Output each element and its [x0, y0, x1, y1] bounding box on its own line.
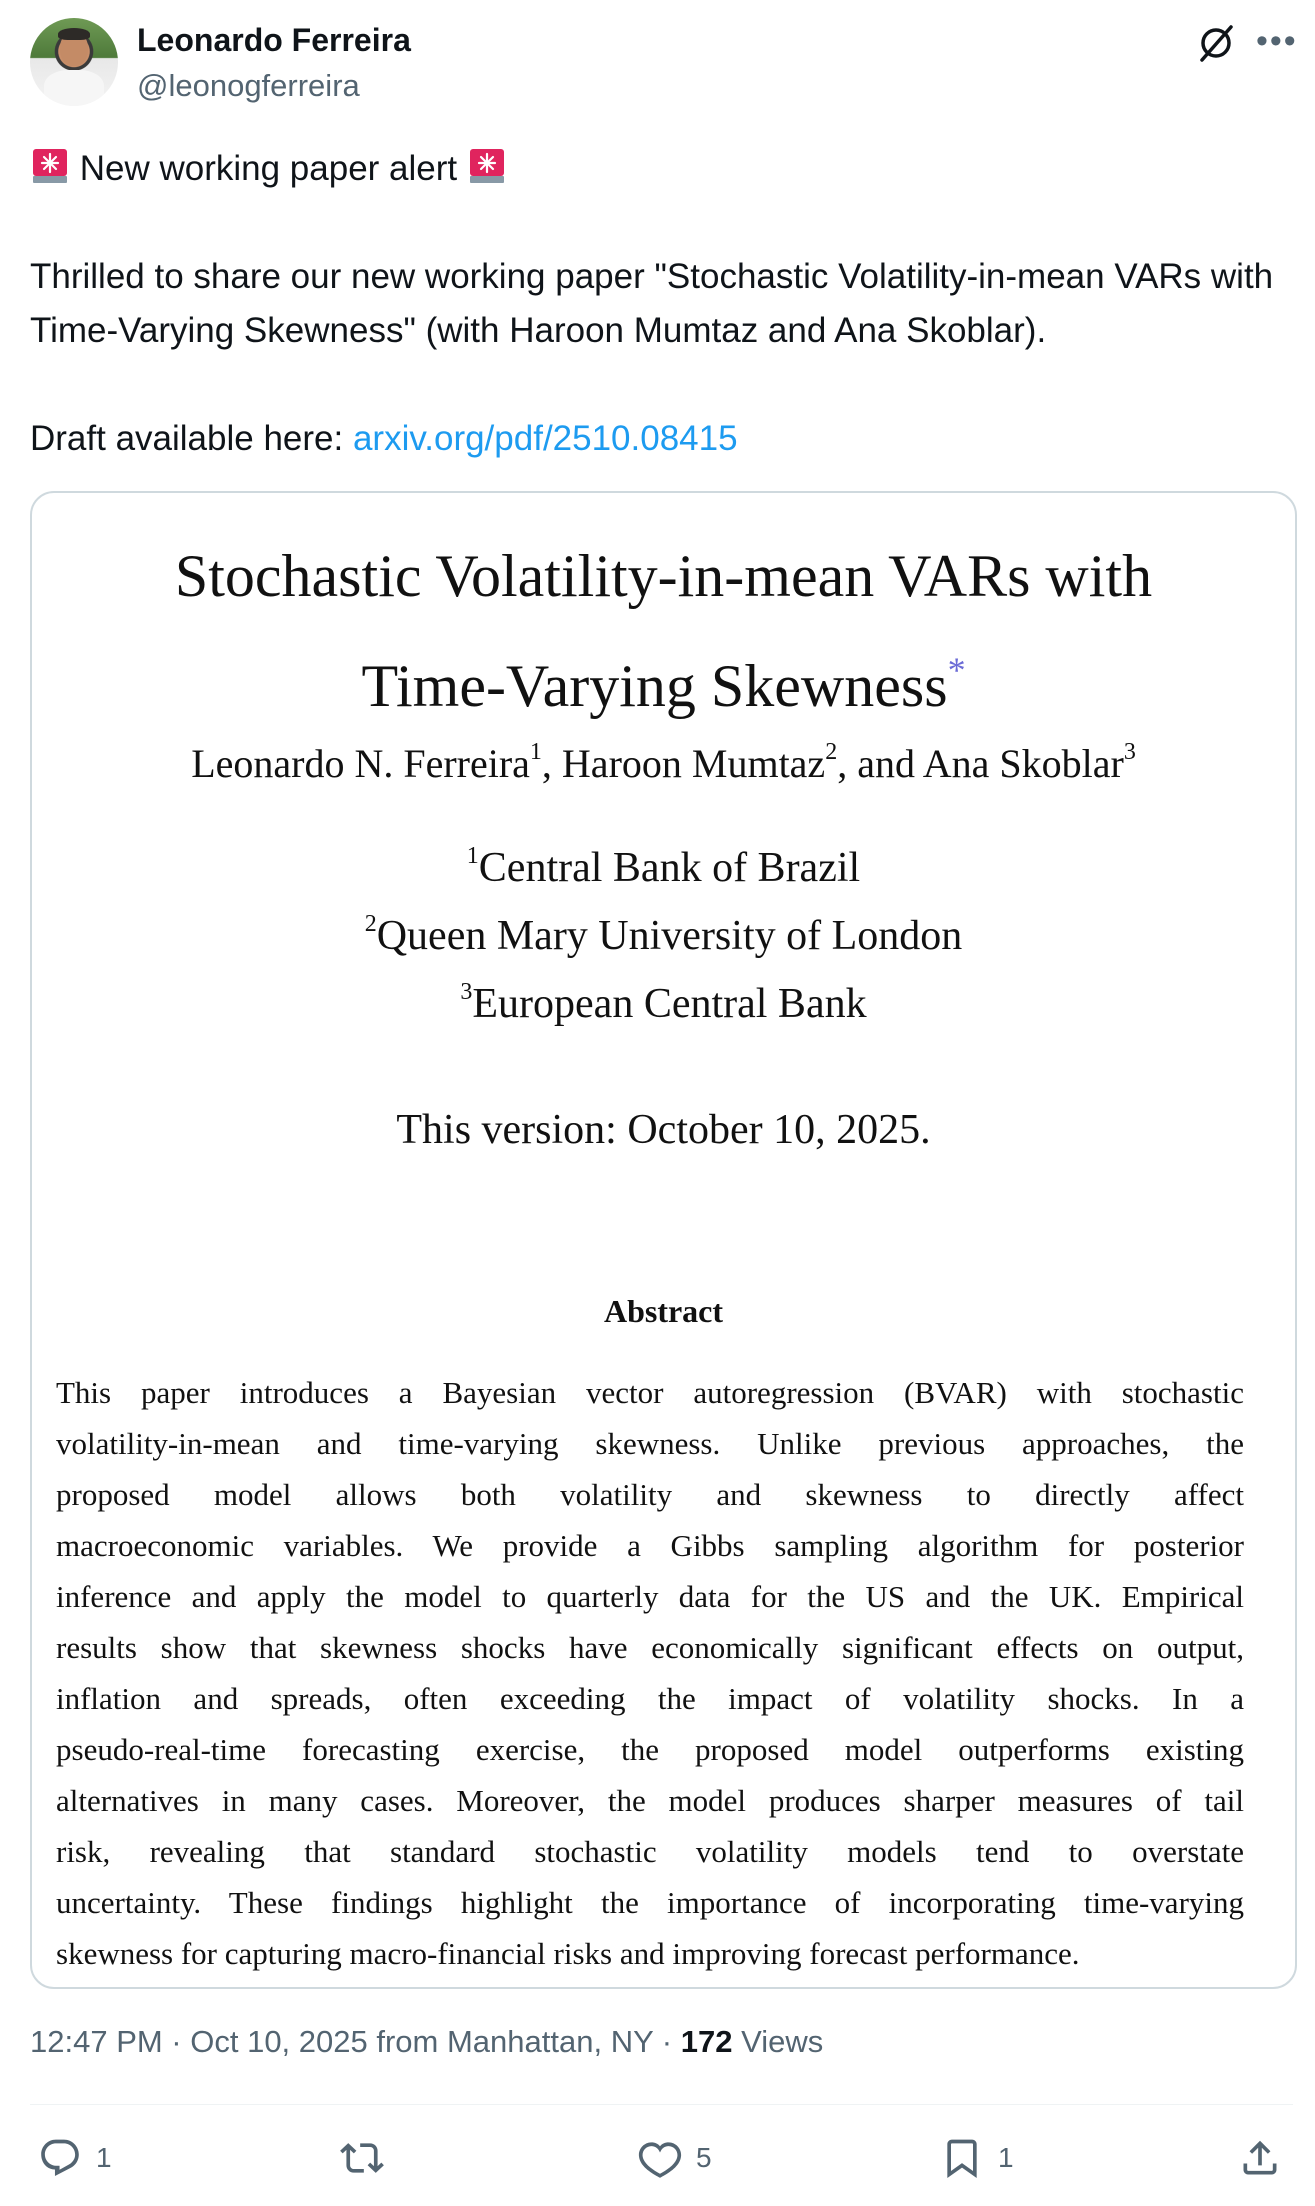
abstract-line: volatility-in-mean and time-varying skewness. Unlike previous approaches, the: [56, 1426, 1244, 1461]
abstract-text: [56, 1367, 1244, 1979]
heart-icon: [638, 2136, 682, 2180]
bookmark-count: 1: [998, 2142, 1014, 2173]
share-icon: [1238, 2136, 1282, 2180]
tweet-body: Thrilled to share our new working paper "Stochastic Volatility-in-mean VARs with Time-Varying Skewness" (with Haroon Mumtaz and Ana Skoblar).: [30, 257, 1274, 350]
abstract-line: macroeconomic variables. We provide a Gibbs sampling algorithm for posterior: [56, 1528, 1244, 1563]
alert-text: New working paper alert: [79, 149, 458, 188]
retweet-icon: [340, 2136, 384, 2180]
divider: [30, 2104, 1293, 2105]
police-light-icon: [30, 146, 70, 186]
bookmark-icon: [940, 2136, 984, 2180]
abstract-line: proposed model allows both volatility and skewness to directly affect: [56, 1477, 1244, 1512]
like-button[interactable]: [638, 2130, 712, 2186]
reply-count: 1: [96, 2142, 112, 2173]
views-count: 172: [680, 2024, 733, 2059]
abstract-line: inflation and spreads, often exceeding the impact of volatility shocks. In a: [56, 1681, 1244, 1716]
abstract-line: risk, revealing that standard stochastic volatility models tend to overstate: [56, 1834, 1244, 1869]
author-handle[interactable]: @leonogferreira: [137, 68, 360, 103]
avatar[interactable]: [30, 18, 118, 106]
title-footnote-mark: *: [947, 650, 966, 690]
grok-icon[interactable]: [1195, 22, 1237, 64]
affiliation-2: $^2$Queen Mary University of London: [364, 911, 963, 959]
retweet-button[interactable]: [340, 2130, 398, 2186]
tweet-line-alert: [30, 142, 507, 196]
reply-button[interactable]: [38, 2130, 112, 2186]
police-light-icon: [467, 146, 507, 186]
views-label: Views: [732, 2024, 824, 2059]
abstract-line: pseudo-real-time forecasting exercise, the proposed model outperforms existing: [56, 1732, 1244, 1767]
draft-prefix: Draft available here:: [30, 419, 353, 458]
timestamp-location[interactable]: 12:47 PM · Oct 10, 2025 from Manhattan, NY ·: [30, 2024, 681, 2059]
tweet-header: [0, 0, 1315, 120]
reply-icon: [38, 2136, 82, 2180]
action-bar: [0, 2130, 1315, 2190]
paper-image-card[interactable]: [30, 491, 1297, 1989]
tweet-draft-line: [30, 412, 738, 466]
bookmark-button[interactable]: [940, 2130, 1014, 2186]
paper-title-line1: Stochastic Volatility-in-mean VARs with: [174, 543, 1153, 609]
tweet-meta: [30, 2024, 823, 2060]
share-button[interactable]: [1238, 2130, 1282, 2186]
abstract-title: Abstract: [603, 1293, 724, 1329]
paper-authors: Leonardo N. Ferreira$^1$, Haroon Mumtaz$^2$, and Ana Skoblar$^3$: [191, 739, 1136, 786]
like-count: 5: [696, 2142, 712, 2173]
abstract-line: skewness for capturing macro-financial risks and improving forecast performance.: [56, 1936, 1080, 1971]
arxiv-link[interactable]: arxiv.org/pdf/2510.08415: [352, 419, 738, 458]
abstract-line: This paper introduces a Bayesian vector autoregression (BVAR) with stochastic: [56, 1375, 1244, 1410]
author-name[interactable]: Leonardo Ferreira: [137, 22, 411, 58]
affiliation-1: $^1$Central Bank of Brazil: [466, 843, 861, 891]
paper-version: This version: October 10, 2025.: [396, 1107, 931, 1153]
more-icon[interactable]: •••: [1256, 22, 1298, 60]
abstract-line: results show that skewness shocks have economically significant effects on output,: [56, 1630, 1244, 1665]
abstract-line: inference and apply the model to quarterly data for the US and the UK. Empirical: [56, 1579, 1244, 1614]
abstract-line: uncertainty. These findings highlight the importance of incorporating time-varying: [56, 1885, 1244, 1920]
abstract-line: alternatives in many cases. Moreover, the model produces sharper measures of tail: [56, 1783, 1244, 1818]
affiliation-3: $^3$European Central Bank: [460, 979, 867, 1027]
paper-title-line2: Time-Varying Skewness*: [361, 650, 966, 719]
